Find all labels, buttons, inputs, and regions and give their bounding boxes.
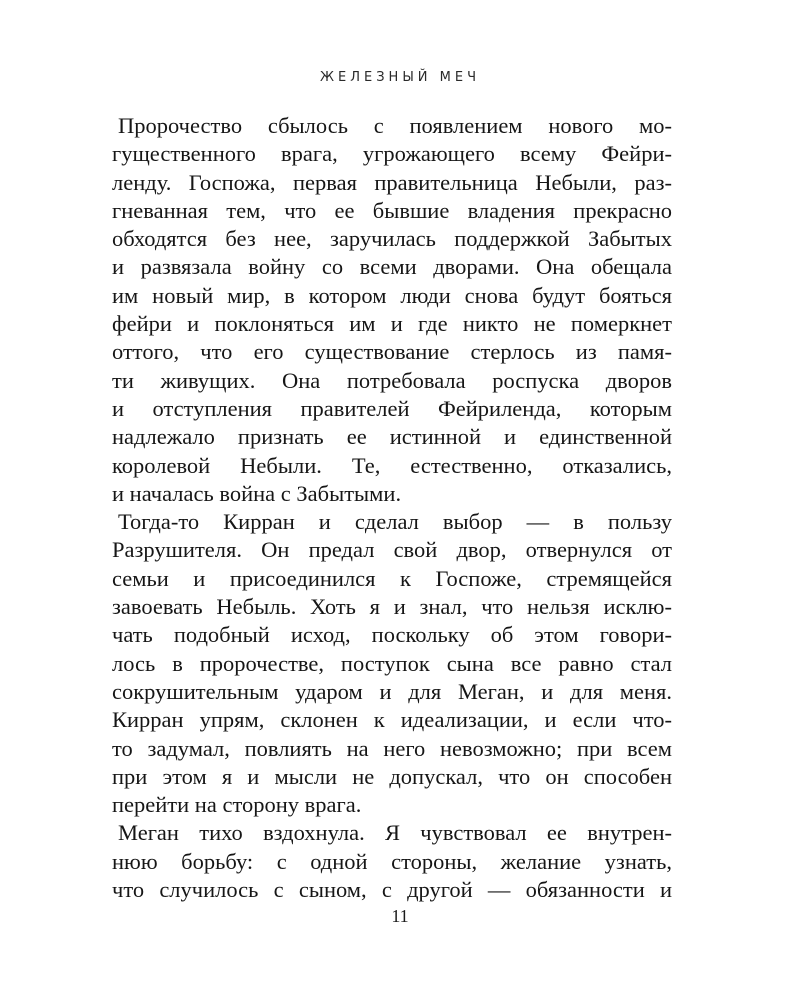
text-line: при этом я и мысли не допускал, что он способен xyxy=(112,763,672,789)
paragraph-1 xyxy=(112,112,672,508)
text-line: Тогда-то Кирран и сделал выбор — в пользу xyxy=(118,509,672,535)
text-line: гневанная тем, что ее бывшие владения прекрасно xyxy=(112,197,672,223)
text-line: что случилось с сыном, с другой — обязанности и xyxy=(112,877,672,903)
paragraph-3 xyxy=(112,819,672,904)
running-head: ЖЕЛЕЗНЫЙ МЕЧ xyxy=(320,70,480,85)
text-line: оттого, что его существование стерлось из памя- xyxy=(112,339,672,365)
text-line: и отступления правителей Фейриленда, которым xyxy=(112,395,672,421)
text-line: им новый мир, в котором люди снова будут бояться xyxy=(112,282,672,308)
text-line: фейри и поклоняться им и где никто не померкнет xyxy=(112,311,672,337)
text-line: перейти на сторону врага. xyxy=(112,792,362,818)
text-line: обходятся без нее, заручилась поддержкой Забытых xyxy=(112,226,672,252)
text-line: Кирран упрям, склонен к идеализации, и если что- xyxy=(112,707,672,733)
text-line: лось в пророчестве, поступок сына все равно стал xyxy=(112,650,672,676)
text-line: королевой Небыли. Те, естественно, отказались, xyxy=(112,452,672,478)
text-line: чать подобный исход, поскольку об этом говори- xyxy=(112,622,672,648)
body-text xyxy=(112,112,672,904)
text-line: Пророчество сбылось с появлением нового мо- xyxy=(118,113,672,138)
page-number: 11 xyxy=(391,906,409,926)
text-line: гущественного врага, угрожающего всему Фейри- xyxy=(112,141,672,167)
text-line: Меган тихо вздохнула. Я чувствовал ее внутрен- xyxy=(118,820,672,846)
text-line: и развязала войну со всеми дворами. Она обещала xyxy=(112,254,672,280)
text-line: надлежало признать ее истинной и единственной xyxy=(112,424,672,450)
text-line: ленду. Госпожа, первая правительница Небыли, раз- xyxy=(112,169,672,195)
text-line: ти живущих. Она потребовала роспуска дворов xyxy=(112,367,672,393)
text-line: завоевать Небыль. Хоть я и знал, что нельзя исклю- xyxy=(112,594,672,620)
text-line: то задумал, повлиять на него невозможно; при всем xyxy=(112,735,672,761)
text-line: нюю борьбу: с одной стороны, желание узнать, xyxy=(112,848,672,874)
text-line: семьи и присоединился к Госпоже, стремящейся xyxy=(112,565,672,591)
text-line: и началась война с Забытыми. xyxy=(112,480,402,506)
paragraph-2 xyxy=(112,508,672,819)
text-line: Разрушителя. Он предал свой двор, отвернулся от xyxy=(112,537,672,563)
text-line: сокрушительным ударом и для Меган, и для меня. xyxy=(112,678,672,704)
